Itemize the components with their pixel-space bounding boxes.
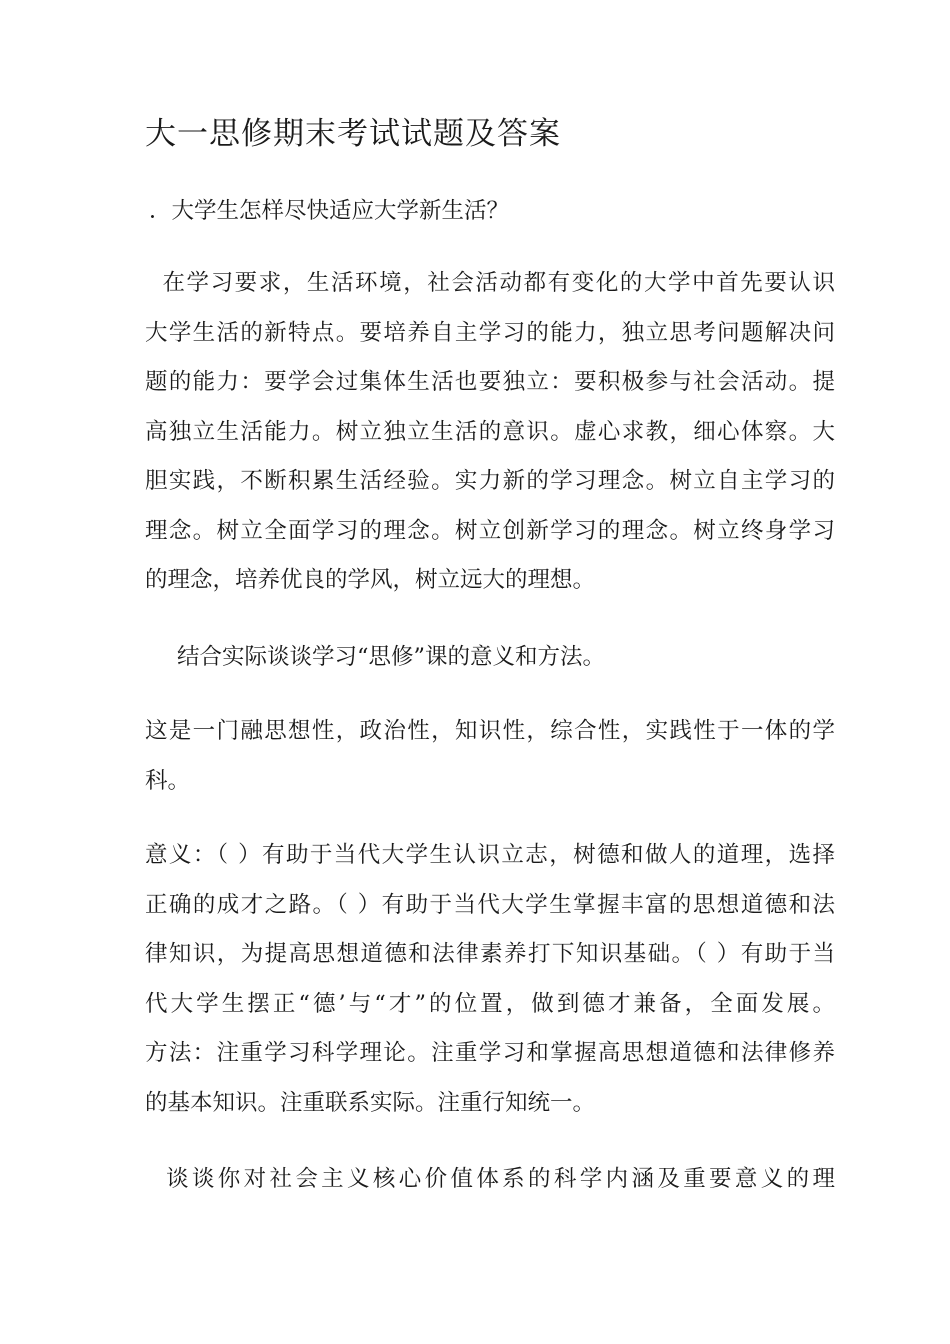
answer-2 — [145, 831, 835, 1128]
answer-2-intro-line: 这是一门融思想性，政治性，知识性，综合性，实践性于一体的学 — [145, 718, 835, 744]
answer-1-line: 题的能力：要学会过集体生活也要独立：要积极参与社会活动。提 — [145, 369, 835, 395]
question-3-text: 谈谈你对社会主义核心价值体系的科学内涵及重要意义的理 — [145, 1166, 835, 1192]
answer-1-line: 在学习要求，生活环境，社会活动都有变化的大学中首先要认识 — [145, 270, 835, 296]
answer-2-intro — [145, 707, 835, 806]
question-2 — [145, 633, 835, 683]
answer-2-line: 的基本知识。注重联系实际。注重行知统一。 — [145, 1089, 596, 1116]
answer-2-intro-line: 科。 — [145, 767, 191, 794]
question-1-text: ．大学生怎样尽快适应大学新生活？ — [149, 198, 510, 224]
answer-1-line: 大学生活的新特点。要培养自主学习的能力，独立思考问题解决问 — [145, 319, 835, 346]
answer-1-line: 的理念，培养优良的学风，树立远大的理想。 — [145, 567, 596, 593]
answer-1 — [145, 259, 835, 606]
answer-1-line: 理念。树立全面学习的理念。树立创新学习的理念。树立终身学习 — [145, 517, 835, 544]
question-1 — [145, 187, 835, 237]
answer-2-line: 意义：（ ）有助于当代大学生认识立志，树德和做人的道理，选择 — [145, 842, 835, 868]
answer-2-line: 代大学生摆正“德’与“才”的位置，做到德才兼备，全面发展。 — [145, 990, 835, 1017]
question-2-text: 结合实际谈谈学习“思修”课的意义和方法。 — [177, 644, 606, 670]
answer-1-line: 高独立生活能力。树立独立生活的意识。虚心求教，细心体察。大 — [145, 418, 835, 445]
answer-2-line: 律知识，为提高思想道德和法律素养打下知识基础。（ ）有助于当 — [145, 941, 835, 967]
answer-2-line: 方法：注重学习科学理论。注重学习和掌握高思想道德和法律修养 — [145, 1040, 835, 1066]
document-title: 大一思修期末考试试题及答案 — [145, 116, 561, 152]
answer-1-line: 胆实践，不断积累生活经验。实力新的学习理念。树立自主学习的 — [145, 468, 835, 494]
answer-2-line: 正确的成才之路。（ ）有助于当代大学生掌握丰富的思想道德和法 — [145, 891, 835, 918]
question-3 — [145, 1155, 835, 1205]
